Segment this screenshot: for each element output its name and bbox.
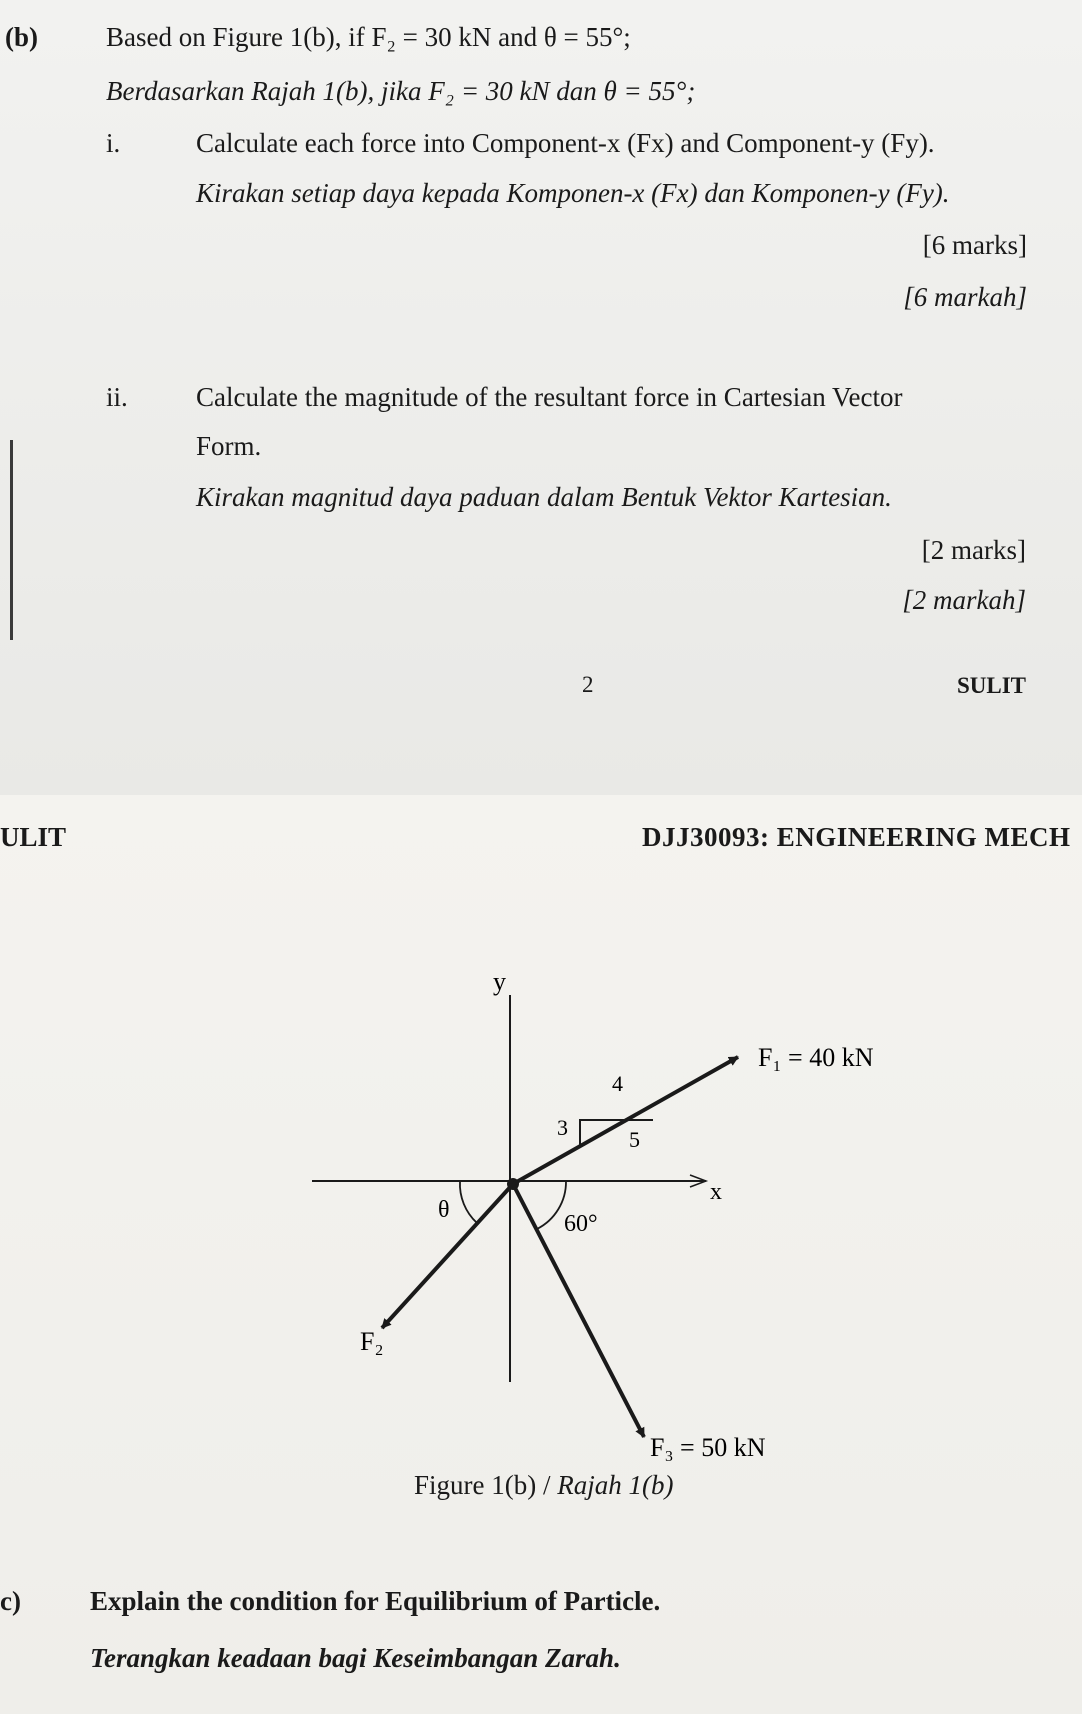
f2-label: F₂ — [360, 1327, 384, 1356]
margin-line — [10, 440, 13, 640]
q2-marks-ms: [2 markah] — [902, 585, 1026, 615]
angle-60-arc — [537, 1181, 566, 1229]
exam-page-1 — [0, 0, 1082, 795]
q1-number: i. — [106, 128, 121, 158]
x-axis-label: x — [710, 1179, 722, 1205]
header-course-code: DJJ30093: ENGINEERING MECH — [642, 822, 1071, 852]
part-b-intro-ms: Berdasarkan Rajah 1(b), jika F₂ = 30 kN dan θ = 55°; — [106, 76, 696, 106]
figure-caption-ms: Rajah 1(b) — [557, 1470, 674, 1500]
force-diagram — [0, 795, 1082, 1714]
part-b-label: (b) — [5, 22, 38, 52]
figure-caption — [414, 1470, 673, 1501]
page-number: 2 — [582, 672, 594, 697]
part-c-label: c) — [0, 1586, 21, 1616]
q1-text-ms: Kirakan setiap daya kepada Komponen-x (Fx) dan Komponen-y (Fy). — [196, 178, 950, 208]
f3-label: F₃ = 50 kN — [650, 1433, 766, 1462]
part-b-intro-en: Based on Figure 1(b), if F₂ = 30 kN and θ = 55°; — [106, 22, 631, 52]
slope-3-label: 3 — [557, 1115, 568, 1140]
angle-60-label: 60° — [564, 1211, 598, 1237]
q1-text-en: Calculate each force into Component-x (Fx) and Component-y (Fy). — [196, 128, 935, 158]
header-sulit: ULIT — [0, 822, 67, 852]
slope-4-label: 4 — [612, 1071, 623, 1096]
part-c-text-ms: Terangkan keadaan bagi Keseimbangan Zarah. — [90, 1643, 621, 1673]
exam-page-2 — [0, 795, 1082, 1714]
sulit-footer: SULIT — [956, 673, 1026, 698]
q2-marks-en: [2 marks] — [921, 535, 1026, 565]
y-axis-label: y — [493, 967, 506, 996]
theta-label: θ — [438, 1197, 450, 1223]
theta-arc — [460, 1181, 477, 1223]
part-c-text-en: Explain the condition for Equilibrium of Particle. — [90, 1586, 661, 1616]
q2-text-ms: Kirakan magnitud daya paduan dalam Bentuk Vektor Kartesian. — [196, 482, 892, 512]
q1-marks-en: [6 marks] — [922, 230, 1027, 260]
q2-number: ii. — [106, 382, 128, 412]
f1-label: F₁ = 40 kN — [758, 1043, 874, 1072]
slope-5-label: 5 — [629, 1127, 640, 1152]
q1-marks-ms: [6 markah] — [903, 282, 1027, 312]
figure-caption-en: Figure 1(b) / — [414, 1470, 558, 1500]
q2-text-en-line2: Form. — [196, 431, 262, 461]
q2-text-en-line1: Calculate the magnitude of the resultant force in Cartesian Vector — [196, 382, 903, 412]
